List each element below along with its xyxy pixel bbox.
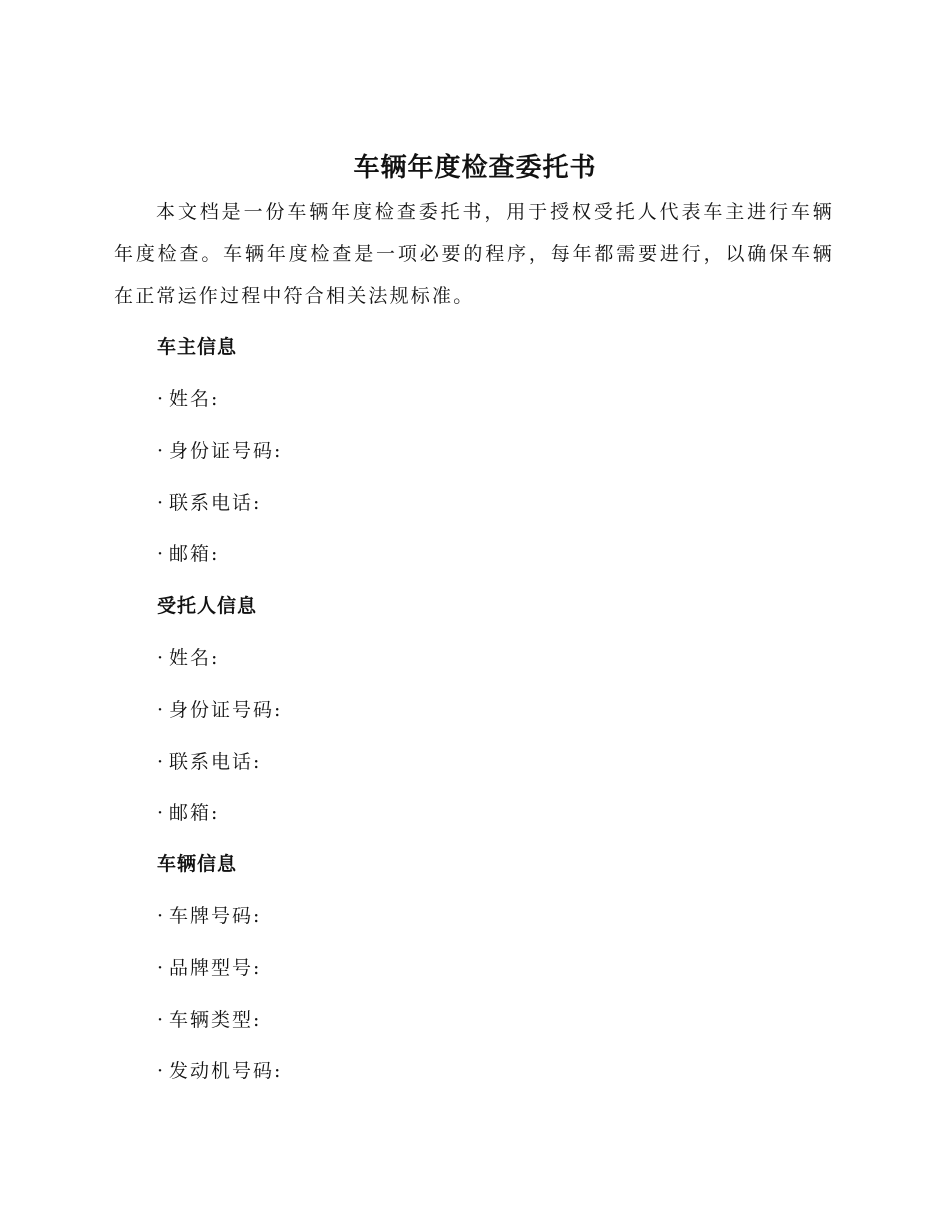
field-label: 邮箱: <box>169 543 220 565</box>
vehicle-field-type <box>157 1005 261 1035</box>
intro-paragraph: 本文档是一份车辆年度检查委托书，用于授权受托人代表车主进行车辆年度检查。车辆年度检查是一项必要的程序，每年都需要进行，以确保车辆在正常运作过程中符合相关法规标准。 <box>114 201 834 307</box>
bullet: · <box>157 388 164 410</box>
bullet: · <box>157 802 164 824</box>
trustee-field-name <box>157 643 219 673</box>
field-label: 姓名: <box>169 388 220 410</box>
section-heading-vehicle: 车辆信息 <box>157 853 238 875</box>
vehicle-field-engine-number <box>157 1056 282 1086</box>
bullet: · <box>157 647 164 669</box>
bullet: · <box>157 543 164 565</box>
bullet: · <box>157 751 164 773</box>
field-label: 车牌号码: <box>169 905 262 927</box>
owner-field-id-number <box>157 436 282 466</box>
owner-field-email <box>157 539 219 569</box>
document-title: 车辆年度检查委托书 <box>353 153 597 183</box>
field-label: 发动机号码: <box>169 1060 283 1082</box>
field-label: 品牌型号: <box>169 957 262 979</box>
field-label: 联系电话: <box>169 492 262 514</box>
bullet: · <box>157 492 164 514</box>
bullet: · <box>157 440 164 462</box>
field-label: 联系电话: <box>169 751 262 773</box>
bullet: · <box>157 1060 164 1082</box>
field-label: 身份证号码: <box>169 699 283 721</box>
bullet: · <box>157 1009 164 1031</box>
vehicle-field-plate <box>157 901 261 931</box>
bullet: · <box>157 957 164 979</box>
trustee-field-phone <box>157 747 261 777</box>
owner-field-phone <box>157 488 261 518</box>
trustee-field-id-number <box>157 695 282 725</box>
field-label: 身份证号码: <box>169 440 283 462</box>
field-label: 邮箱: <box>169 802 220 824</box>
field-label: 车辆类型: <box>169 1009 262 1031</box>
bullet: · <box>157 699 164 721</box>
bullet: · <box>157 905 164 927</box>
trustee-field-email <box>157 798 219 828</box>
owner-field-name <box>157 384 219 414</box>
section-heading-trustee: 受托人信息 <box>157 595 258 617</box>
field-label: 姓名: <box>169 647 220 669</box>
vehicle-field-brand-model <box>157 953 261 983</box>
section-heading-owner: 车主信息 <box>157 336 238 358</box>
